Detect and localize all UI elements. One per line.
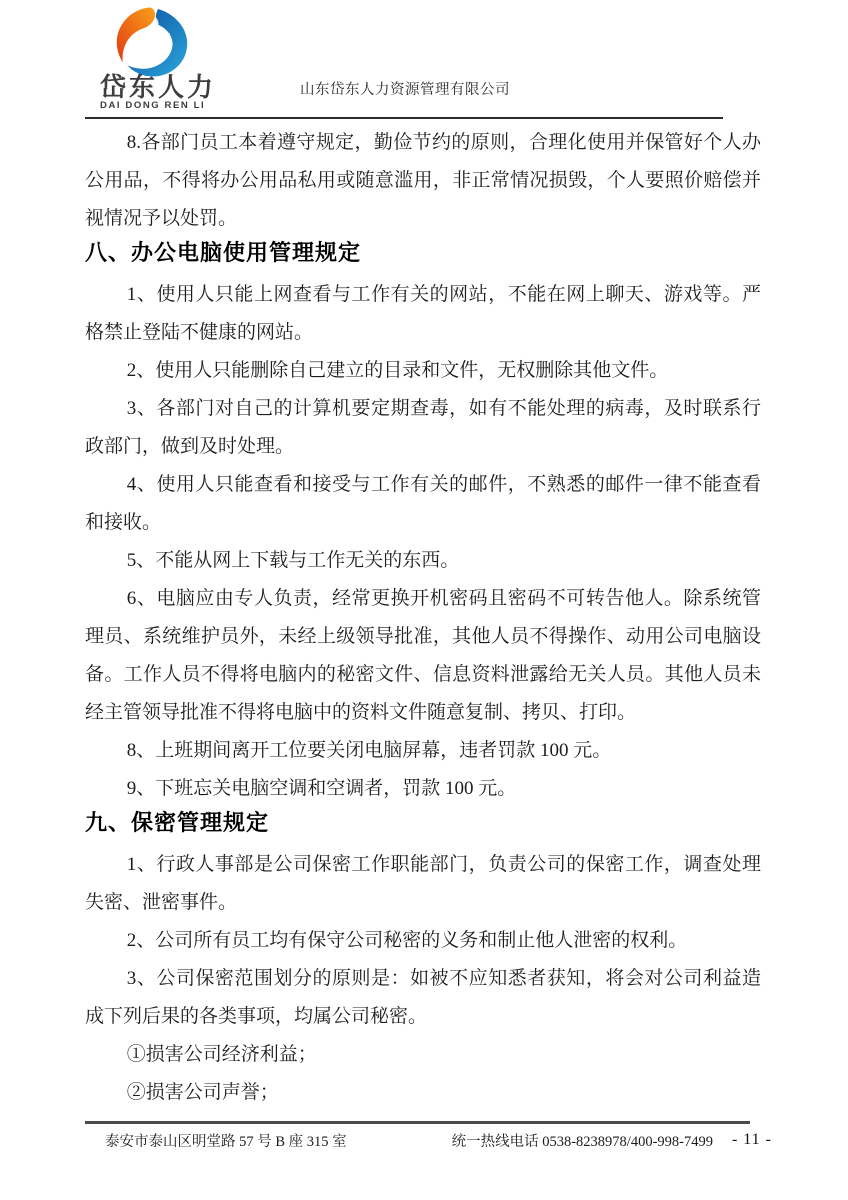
section8-item-5: 5、不能从网上下载与工作无关的东西。 — [126, 550, 460, 571]
company-logo — [100, 6, 230, 112]
section9-item-3: 3、公司保密范围划分的原则是：如被不应知悉者获知，将会对公司利益造成下列后果的各类事项，均属公司秘密。 — [85, 968, 761, 1027]
section9-item-2: 2、公司所有员工均有保守公司秘密的义务和制止他人泄密的权利。 — [126, 930, 688, 951]
document-body — [85, 124, 761, 1112]
footer-hotline: 统一热线电话 0538-8238978/400-998-7499 — [451, 1134, 713, 1150]
paragraph-office-supplies: 8.各部门员工本着遵守规定，勤俭节约的原则，合理化使用并保管好个人办公用品，不得将办公用品私用或随意滥用，非正常情况损毁，个人要照价赔偿并视情况予以处罚。 — [85, 132, 761, 229]
page-number: - 11 - — [731, 1131, 772, 1148]
logo-cn-text: 岱东人力 — [100, 72, 217, 102]
logo-swirl-icon — [114, 6, 190, 78]
header-divider — [85, 117, 723, 119]
section8-item-6: 6、电脑应由专人负责，经常更换开机密码且密码不可转告他人。除系统管理员、系统维护员外，未经上级领导批准，其他人员不得操作、动用公司电脑设备。工作人员不得将电脑内的秘密文件、信息资料泄露给无关人员。其他人员未经主管领导批准不得将电脑中的资料文件随意复制、拷贝、打印。 — [85, 588, 761, 723]
section8-item-8: 8、上班期间离开工位要关闭电脑屏幕，违者罚款 100 元。 — [126, 740, 612, 761]
section8-item-4: 4、使用人只能查看和接受与工作有关的邮件，不熟悉的邮件一律不能查看和接收。 — [85, 474, 761, 533]
section8-item-9: 9、下班忘关电脑空调和空调者，罚款 100 元。 — [126, 778, 517, 799]
section8-item-2: 2、使用人只能删除自己建立的目录和文件，无权删除其他文件。 — [126, 360, 669, 381]
section-8-title: 八、办公电脑使用管理规定 — [85, 240, 362, 265]
section-9-title: 九、保密管理规定 — [85, 810, 270, 835]
company-name: 山东岱东人力资源管理有限公司 — [300, 82, 510, 98]
section9-subitem-2: ②损害公司声誉； — [126, 1082, 279, 1103]
section9-subitem-1: ①损害公司经济利益； — [126, 1044, 317, 1065]
logo-en-text: DAI DONG REN LI — [100, 100, 206, 111]
footer-divider — [85, 1121, 750, 1124]
section8-item-1: 1、使用人只能上网查看与工作有关的网站，不能在网上聊天、游戏等。严格禁止登陆不健康的网站。 — [85, 284, 761, 343]
footer-address: 泰安市泰山区明堂路 57 号 B 座 315 室 — [105, 1134, 347, 1150]
section9-item-1: 1、行政人事部是公司保密工作职能部门，负责公司的保密工作，调查处理失密、泄密事件。 — [85, 854, 761, 913]
section8-item-3: 3、各部门对自己的计算机要定期查毒，如有不能处理的病毒，及时联系行政部门，做到及时处理。 — [85, 398, 761, 457]
